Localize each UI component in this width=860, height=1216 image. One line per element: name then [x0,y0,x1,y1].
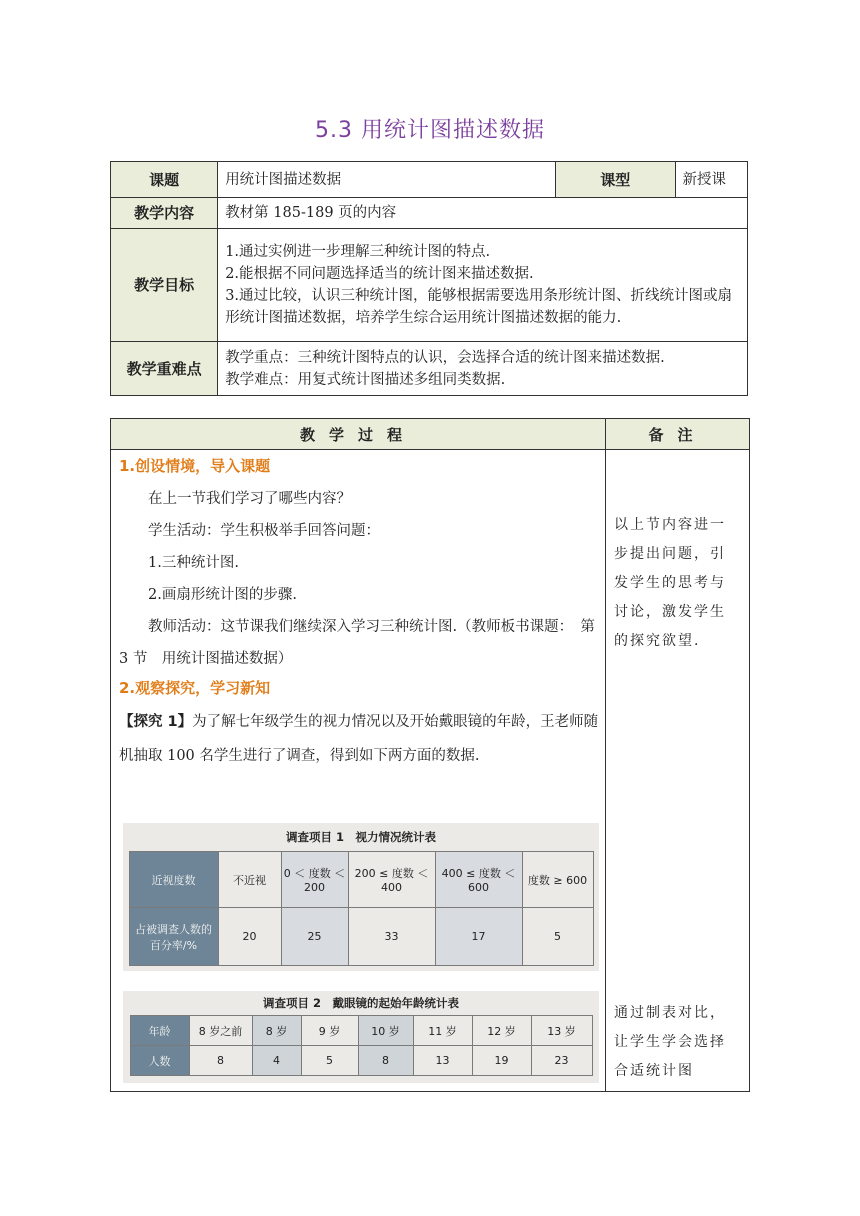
process-line: 学生活动：学生积极举手回答问题： [148,523,380,539]
survey-1-col: 度数 ≥ 600 [522,852,593,908]
survey-2-caption: 调查项目 2 戴眼镜的起始年龄统计表 [262,996,459,1010]
process-header-main: 教学过程 [299,426,416,444]
note-2: 通过制表对比，让学生学会选择合适统计图 [614,1005,726,1079]
process-line: 在上一节我们学习了哪些内容？ [148,491,351,507]
survey-1-caption: 调查项目 1 视力情况统计表 [285,830,436,844]
goal-item: 2.能根据不同问题选择适当的统计图来描述数据. [225,266,534,282]
goal-item: 3.通过比较，认识三种统计图，能够根据需要选用条形统计图、折线统计图或扇形统计图描述数据，培养学生综合运用统计图描述数据的能力. [225,288,733,326]
keypoints-label: 教学重难点 [111,342,218,396]
survey-2-value: 19 [472,1046,531,1076]
survey-1-image [123,823,599,971]
survey-2-table [130,1015,593,1076]
note-1: 以上节内容进一步提出问题，引发学生的思考与讨论，激发学生的探究欲望. [614,517,726,649]
survey-1-value: 33 [348,908,435,966]
type-label: 课型 [556,162,675,198]
survey-2-col: 13 岁 [531,1016,592,1046]
process-header [111,419,749,450]
survey-1-col: 0 ＜ 度数 ＜ 200 [281,852,348,908]
page-title: 5.3 用统计图描述数据 [315,118,545,143]
survey-2-col: 8 岁 [252,1016,301,1046]
process-line: 2.画扇形统计图的步骤. [148,587,297,603]
survey-1-table [129,851,594,966]
lesson-info-table [110,161,748,396]
content-value: 教材第 185-189 页的内容 [218,198,748,229]
section-1-title: 1.创设情境，导入课题 [119,457,271,475]
survey-2-col: 9 岁 [301,1016,358,1046]
goal-item: 1.通过实例进一步理解三种统计图的特点. [225,244,491,260]
topic-label: 课题 [111,162,218,198]
process-line: 1.三种统计图. [148,555,239,571]
survey-2-value: 13 [413,1046,472,1076]
section-2-title: 2.观察探究，学习新知 [119,679,271,697]
survey-1-value: 25 [281,908,348,966]
survey-1-col: 200 ≤ 度数 ＜ 400 [348,852,435,908]
keypoint-item: 教学难点：用复式统计图描述多组同类数据. [225,371,506,388]
survey-2-col: 10 岁 [358,1016,413,1046]
keypoint-item: 教学重点：三种统计图特点的认识，会选择合适的统计图来描述数据. [225,349,665,366]
survey-1-value: 17 [435,908,522,966]
survey-2-row-head: 人数 [130,1046,189,1076]
goals-cell [218,229,748,342]
survey-1-col: 400 ≤ 度数 ＜ 600 [435,852,522,908]
survey-1-col: 不近视 [218,852,281,908]
survey-1-value: 20 [218,908,281,966]
survey-1-row-head: 近视度数 [129,852,218,908]
survey-1-row-head: 占被调查人数的百分率/% [129,908,218,966]
survey-2-value: 8 [358,1046,413,1076]
type-value: 新授课 [675,162,747,198]
keypoints-cell [218,342,748,396]
survey-2-col: 8 岁之前 [189,1016,252,1046]
survey-2-col: 12 岁 [472,1016,531,1046]
explore-paragraph [119,705,599,773]
process-header-note: 备注 [648,426,707,444]
survey-2-col: 11 岁 [413,1016,472,1046]
explore-tag: 【探究 1】 [119,714,193,730]
goals-label: 教学目标 [111,229,218,342]
survey-2-value: 23 [531,1046,592,1076]
process-line: 教师活动：这节课我们继续深入学习三种统计图.（教师板书课题： 第 3 节 用统计图描述数据） [119,619,595,667]
process-content [119,453,599,773]
column-divider [605,419,606,1091]
survey-2-row-head: 年龄 [130,1016,189,1046]
survey-1-value: 5 [522,908,593,966]
survey-2-value: 4 [252,1046,301,1076]
survey-2-image [123,991,599,1083]
survey-2-value: 5 [301,1046,358,1076]
teaching-process-table [110,418,750,1092]
content-label: 教学内容 [111,198,218,229]
topic-value: 用统计图描述数据 [218,162,556,198]
explore-text: 为了解七年级学生的视力情况以及开始戴眼镜的年龄，王老师随机抽取 100 名学生进行了调查，得到如下两方面的数据. [119,714,599,764]
survey-2-value: 8 [189,1046,252,1076]
